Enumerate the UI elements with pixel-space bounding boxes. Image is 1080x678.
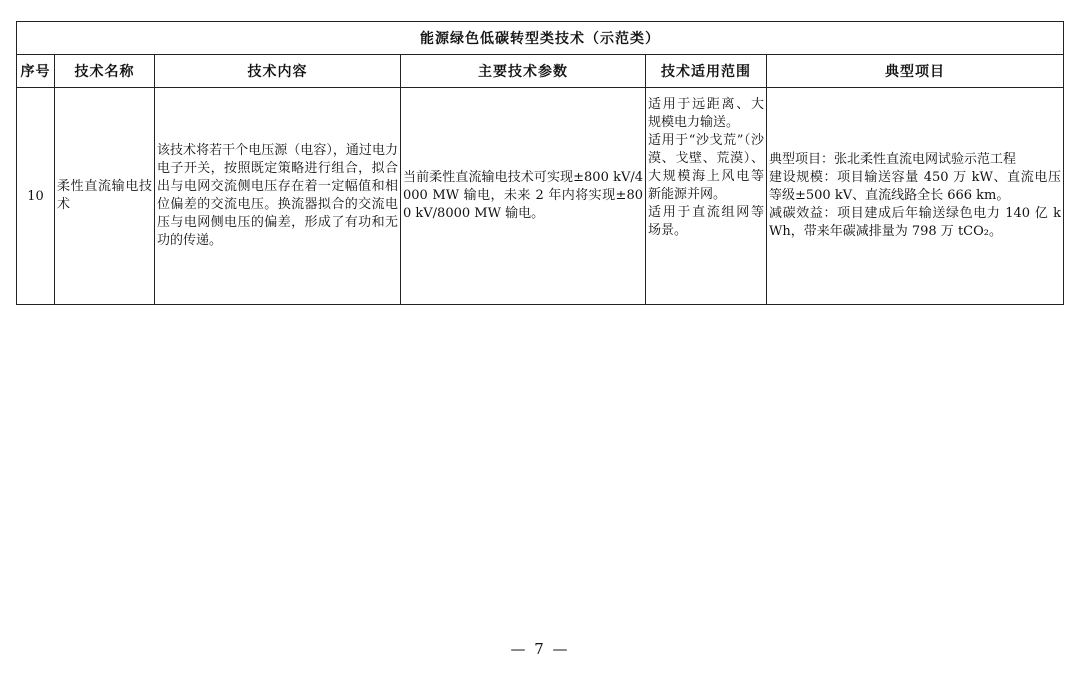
page-number: — 7 — xyxy=(510,640,570,658)
cell-name xyxy=(55,88,155,305)
cell-index xyxy=(17,88,55,305)
project-benefit: 减碳效益：项目建成后年输送绿色电力 140 亿 kWh，带来年碳减排量为 798 万 tCO₂。 xyxy=(769,206,1062,239)
project-name: 典型项目：张北柔性直流电网试验示范工程 xyxy=(769,152,1017,167)
project-scale: 建设规模：项目输送容量 450 万 kW、直流电压等级±500 kV、直流线路全长 666 km。 xyxy=(769,170,1062,203)
technology-params: 当前柔性直流输电技术可实现±800 kV/4000 MW 输电，未来 2 年内将实现±800 kV/8000 MW 输电。 xyxy=(403,170,643,221)
project-list xyxy=(767,151,1063,241)
scope-item: 适用于直流组网等场景。 xyxy=(648,205,764,238)
scope-list xyxy=(646,88,766,240)
table-row xyxy=(17,88,1064,305)
cell-scope xyxy=(646,88,767,305)
technology-content: 该技术将若干个电压源（电容），通过电力电子开关，按照既定策略进行组合，拟合出与电网交流侧电压存在着一定幅值和相位偏差的交流电压。换流器拟合的交流电压与电网侧电压的偏差，形成了有功和无功的传递。 xyxy=(157,143,398,248)
cell-project xyxy=(767,88,1064,305)
header-params: 主要技术参数 xyxy=(401,55,646,88)
header-scope: 技术适用范围 xyxy=(646,55,767,88)
header-project: 典型项目 xyxy=(767,55,1064,88)
technology-name: 柔性直流输电技术 xyxy=(57,179,152,212)
cell-params xyxy=(401,88,646,305)
cell-content xyxy=(155,88,401,305)
scope-item: 适用于远距离、大规模电力输送。 xyxy=(648,97,764,130)
header-content: 技术内容 xyxy=(155,55,401,88)
header-index: 序号 xyxy=(17,55,55,88)
scope-item: 适用于“沙戈荒”（沙漠、戈壁、荒漠）、大规模海上风电等新能源并网。 xyxy=(648,133,764,202)
header-name: 技术名称 xyxy=(55,55,155,88)
table-title: 能源绿色低碳转型类技术（示范类） xyxy=(17,22,1064,55)
row-index: 10 xyxy=(27,188,44,204)
technology-table xyxy=(16,21,1064,305)
